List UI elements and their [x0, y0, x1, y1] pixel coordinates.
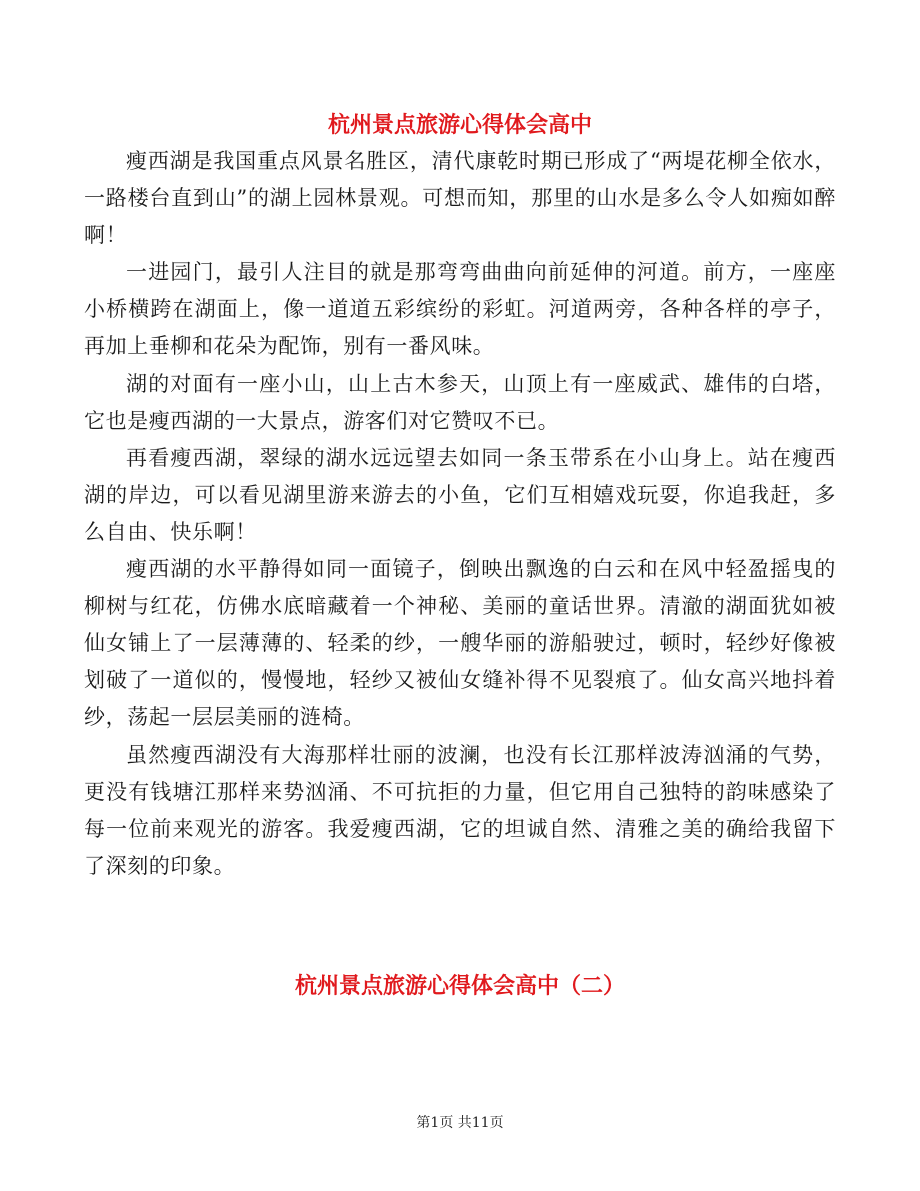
page-number: 第1页 共11页	[416, 1115, 504, 1131]
paragraph-6: 虽然瘦西湖没有大海那样壮丽的波澜，也没有长江那样波涛汹涌的气势，更没有钱塘江那样来势汹涌、不可抗拒的力量，但它用自己独特的韵味感染了每一位前来观光的游客。我爱瘦西湖，它的坦诚自然、清雅之美的确给我留下了深刻的印象。	[84, 742, 836, 878]
paragraph-4: 再看瘦西湖，翠绿的湖水远远望去如同一条玉带系在小山身上。站在瘦西湖的岸边，可以看见湖里游来游去的小鱼，它们互相嬉戏玩耍，你追我赶，多么自由、快乐啊！	[84, 445, 836, 544]
paragraph-2: 一进园门，最引人注目的就是那弯弯曲曲向前延伸的河道。前方，一座座小桥横跨在湖面上，像一道道五彩缤纷的彩虹。河道两旁，各种各样的亭子，再加上垂柳和花朵为配饰，别有一番风味。	[84, 260, 836, 359]
section-title: 杭州景点旅游心得体会高中（二）	[294, 973, 625, 999]
document-title: 杭州景点旅游心得体会高中	[327, 112, 592, 138]
paragraph-1: 瘦西湖是我国重点风景名胜区，清代康乾时期已形成了“两堤花柳全依水，一路楼台直到山”的湖上园林景观。可想而知，那里的山水是多么令人如痴如醉啊！	[84, 149, 836, 248]
document-body	[84, 143, 836, 885]
paragraph-5: 瘦西湖的水平静得如同一面镜子，倒映出飘逸的白云和在风中轻盈摇曳的柳树与红花，仿佛水底暗藏着一个神秘、美丽的童话世界。清澈的湖面犹如被仙女铺上了一层薄薄的、轻柔的纱，一艘华丽的游船驶过，顿时，轻纱好像被划破了一道似的，慢慢地，轻纱又被仙女缝补得不见裂痕了。仙女高兴地抖着纱，荡起一层层美丽的涟椅。	[84, 557, 836, 730]
paragraph-3: 湖的对面有一座小山，山上古木参天，山顶上有一座威武、雄伟的白塔，它也是瘦西湖的一大景点，游客们对它赞叹不已。	[84, 371, 836, 433]
